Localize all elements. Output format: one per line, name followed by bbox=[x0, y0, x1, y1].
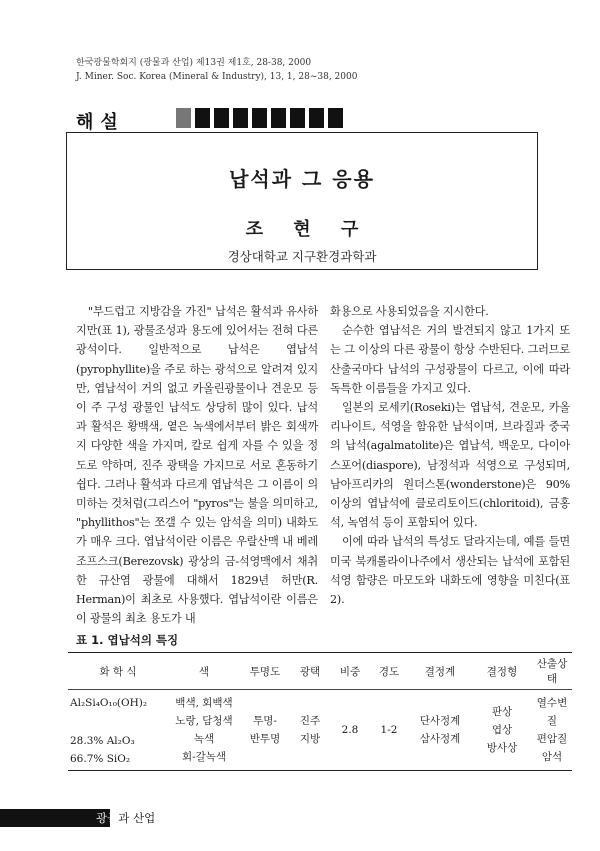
table-header: 결정형 bbox=[472, 653, 532, 690]
cell-hardness: 1-2 bbox=[370, 690, 408, 771]
body-column-left bbox=[76, 302, 318, 628]
table-header: 광택 bbox=[290, 653, 330, 690]
table-header: 산출상태 bbox=[532, 653, 572, 690]
cell-specific-gravity: 2.8 bbox=[330, 690, 370, 771]
properties-table bbox=[68, 652, 572, 771]
journal-header-english: J. Miner. Soc. Korea (Mineral & Industry), 13, 1, 28~38, 2000 bbox=[76, 72, 358, 82]
body-column-right bbox=[330, 302, 570, 609]
article-title: 납석과 그 응용 bbox=[229, 167, 375, 191]
cell-transparency: 투명- 반투명 bbox=[240, 690, 290, 771]
table-caption: 표 1. 엽납석의 특징 bbox=[76, 633, 179, 647]
title-box bbox=[66, 132, 538, 270]
journal-header bbox=[76, 56, 357, 84]
cell-occurrence: 열수변질 편암질암석 bbox=[532, 690, 572, 771]
cell-color: 백색, 회백색 노랑, 담청색 녹색 회-갈녹색 bbox=[168, 690, 240, 771]
table-row bbox=[68, 690, 572, 771]
cell-crystal-system: 단사정계 삼사정계 bbox=[408, 690, 472, 771]
table-header: 경도 bbox=[370, 653, 408, 690]
table-header: 화 학 식 bbox=[68, 653, 168, 690]
article-author: 조 현 구 bbox=[245, 219, 371, 240]
paragraph: 일본의 로세키(Roseki)는 엽납석, 견운모, 카올리나이트, 석영을 함유한 납석이며, 브라질과 중국의 납석(agalmatolite)은 엽납석, 백운모, 다이아스포어(diaspore), 남정석과 석영으로 구성되며, 남아프리카의 원더스톤(wonderstone)은 90% 이상의 엽납석에 클로리토이드(chloritoid), 금홍석, 녹염석 등이 포함되어 있다. bbox=[330, 401, 570, 530]
cell-formula: Al₂Si₄O₁₀(OH)₂ 28.3% Al₂O₃ 66.7% SiO₂ bbox=[68, 690, 168, 771]
table-header-row bbox=[68, 653, 572, 690]
table-header: 투명도 bbox=[240, 653, 290, 690]
paragraph: "부드럽고 지방감을 가진" 납석은 활석과 유사하지만(표 1), 광물조성과 용도에 있어서는 전혀 다른 광석이다. 일반적으로 납석은 엽납석(pyrophyllite)을 주로 하는 광석으로 알려져 있지만, 엽납석이 거의 없고 카올린광물이나 견운모 등이 주 구성 광물인 납석도 상당히 많이 있다. 납석과 활석은 황백색, 옅은 녹색에서부터 밝은 회색까지 다양한 색을 가지며, 칼로 쉽게 자를 수 있을 정도로 약하며, 진주 광택을 가지므로 서로 혼동하기 쉽다. 그러나 활석과 다르게 엽납석은 그 이름이 의미하는 것처럼(그리스어 "pyros"는 불을 의미하고, "phyllithos"는 쪼갤 수 있는 암석을 의미) 내화도가 매우 크다. 엽납석이란 이름은 우랄산맥 내 베레조프스크(Berezovsk) 광상의 금-석영맥에서 채취한 규산염 광물에 대해서 1829년 허만(R. Herman)이 최초로 사용했다. 엽납석이란 이름은 이 광물의 최초 용도가 내 bbox=[76, 305, 318, 626]
section-label: 해설 bbox=[76, 112, 125, 133]
footer-journal-name: 광물과 산업 bbox=[96, 811, 156, 825]
paragraph: 순수한 엽납석은 거의 발견되지 않고 1가지 또는 그 이상의 다른 광물이 항상 수반된다. 그러므로 산출국마다 납석의 구성광물이 다르고, 이에 따라 독특한 이름들을 가지고 있다. bbox=[330, 324, 570, 395]
banner-decoration bbox=[176, 108, 343, 128]
table-header: 비중 bbox=[330, 653, 370, 690]
cell-crystal-habit: 판상 엽상 방사상 bbox=[472, 690, 532, 771]
paragraph: 화용으로 사용되었음을 지시한다. bbox=[330, 305, 489, 318]
paragraph: 이에 따라 납석의 특성도 달라지는데, 예를 들면 미국 북캐롤라이나주에서 생산되는 납석에 포함된 석영 함량은 마모도와 내화도에 영향을 미친다(표 2). bbox=[330, 535, 570, 607]
table-header: 색 bbox=[168, 653, 240, 690]
table-header: 결정계 bbox=[408, 653, 472, 690]
author-affiliation: 경상대학교 지구환경과학과 bbox=[227, 249, 377, 264]
cell-luster: 진주 지방 bbox=[290, 690, 330, 771]
journal-header-korean: 한국광물학회지 (광물과 산업) 제13권 제1호, 28-38, 2000 bbox=[76, 58, 312, 68]
footer-bar bbox=[0, 809, 110, 827]
section-banner bbox=[76, 108, 330, 133]
